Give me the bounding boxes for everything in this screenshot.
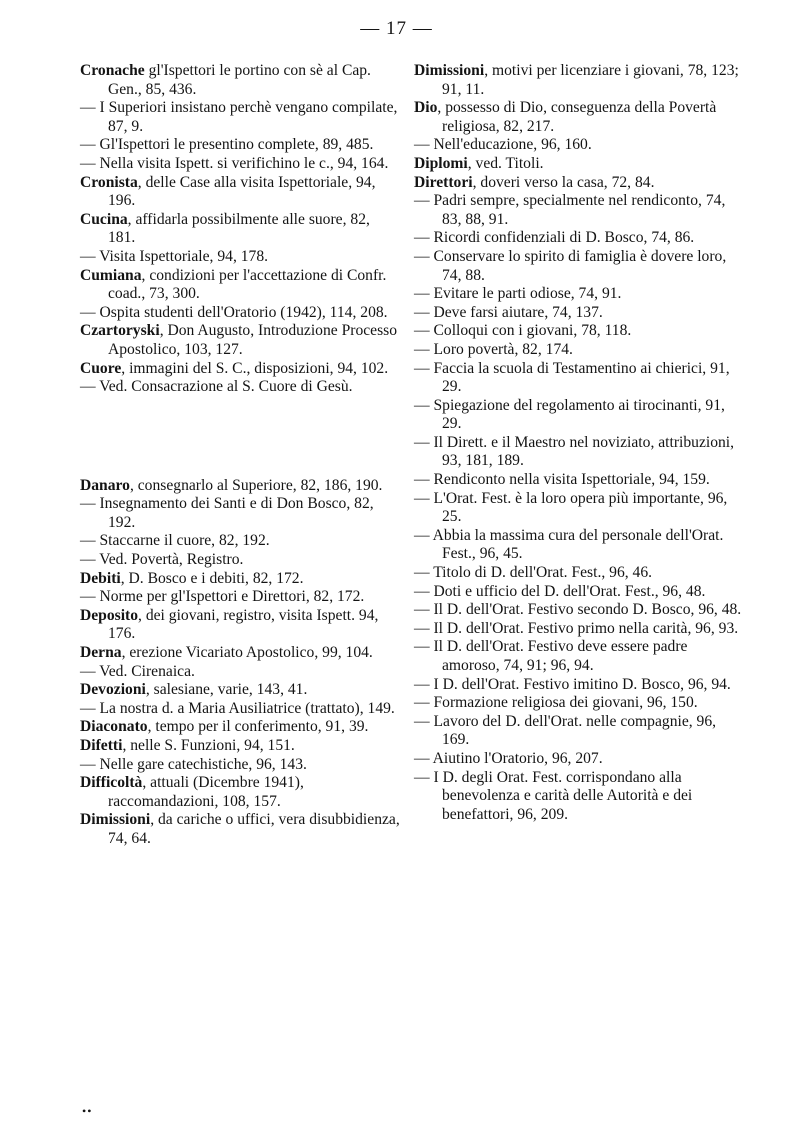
entry-text: — Loro povertà, 82, 174.: [414, 340, 573, 358]
index-entry: [80, 248, 400, 267]
index-entry: [80, 477, 400, 496]
entry-text: — Faccia la scuola di Testamentino ai chierici, 91, 29.: [414, 359, 730, 396]
index-entry: [414, 360, 742, 397]
index-entry: [414, 583, 742, 602]
entry-text: , affidarla possibilmente alle suore, 82, 181.: [108, 210, 370, 247]
entry-text: , ved. Titoli.: [467, 154, 544, 172]
index-entry: [414, 638, 742, 675]
entry-text: — Ved. Consacrazione al S. Cuore di Gesù.: [80, 378, 353, 396]
entry-text: — I D. degli Orat. Fest. corrispondano alla benevolenza e carità delle Autorità e dei benefattori, 96, 209.: [414, 768, 693, 823]
index-entry: [414, 192, 742, 229]
entry-text: — La nostra d. a Maria Ausiliatrice (trattato), 149.: [80, 699, 395, 717]
entry-text: — Lavoro del D. dell'Orat. nelle compagnie, 96, 169.: [414, 712, 717, 749]
index-entry: [80, 99, 400, 136]
entry-headword: Direttori: [414, 173, 473, 191]
entry-headword: Devozioni: [80, 681, 146, 699]
page-number: — 17 —: [360, 18, 433, 39]
index-entry: [80, 737, 400, 756]
entry-text: , dei giovani, registro, visita Ispett. 94, 176.: [108, 606, 379, 643]
entry-text: , D. Bosco e i debiti, 82, 172.: [120, 569, 304, 587]
index-entry: [414, 490, 742, 527]
entry-text: , condizioni per l'accettazione di Confr. coad., 73, 300.: [108, 266, 387, 303]
entry-text: — Colloqui con i giovani, 78, 118.: [414, 322, 632, 340]
entry-text: — Rendiconto nella visita Ispettoriale, 94, 159.: [414, 471, 710, 489]
index-entry: [414, 174, 742, 193]
entry-text: — Ospita studenti dell'Oratorio (1942), 114, 208.: [80, 303, 388, 321]
entry-text: — Formazione religiosa dei giovani, 96, 150.: [414, 694, 698, 712]
entry-headword: Dio: [414, 99, 438, 117]
index-entry: [80, 681, 400, 700]
footer-mark: ••: [82, 1104, 93, 1118]
index-entry: [80, 267, 400, 304]
index-entry: [414, 564, 742, 583]
index-entry: [80, 174, 400, 211]
entry-text: — Gl'Ispettori le presentino complete, 89, 485.: [80, 136, 374, 154]
index-entry: [80, 588, 400, 607]
entry-text: , motivi per licenziare i giovani, 78, 123; 91, 11.: [442, 62, 739, 98]
entry-text: — Deve farsi aiutare, 74, 137.: [414, 303, 603, 321]
entry-text: — Nella visita Ispett. si verifichino le c., 94, 164.: [80, 154, 389, 172]
entry-headword: Dimissioni: [414, 62, 485, 79]
entry-text: — Nelle gare catechistiche, 96, 143.: [80, 755, 307, 773]
entry-text: — L'Orat. Fest. è la loro opera più importante, 96, 25.: [414, 489, 728, 526]
entry-text: , possesso di Dio, conseguenza della Povertà religiosa, 82, 217.: [437, 99, 717, 135]
index-entry: [80, 774, 400, 811]
entry-text: — I Superiori insistano perchè vengano compilate, 87, 9.: [80, 99, 398, 135]
index-entry: [80, 570, 400, 589]
entry-headword: Danaro: [80, 476, 130, 494]
entry-headword: Cronache: [80, 62, 145, 79]
entry-text: — Ved. Povertà, Registro.: [80, 551, 244, 569]
entry-text: — Aiutino l'Oratorio, 96, 207.: [414, 749, 603, 767]
index-entry: [414, 434, 742, 471]
entry-text: — Nell'educazione, 96, 160.: [414, 136, 592, 154]
entry-text: , tempo per il conferimento, 91, 39.: [147, 718, 369, 736]
index-entry: [414, 322, 742, 341]
entry-headword: Dimissioni: [80, 811, 151, 829]
entry-text: — Il D. dell'Orat. Festivo deve essere padre amoroso, 74, 91; 96, 94.: [414, 638, 688, 674]
index-entry: [80, 663, 400, 682]
index-entry: [414, 471, 742, 490]
entry-text: — Conservare lo spirito di famiglia è dovere loro, 74, 88.: [414, 247, 727, 284]
entry-headword: Derna: [80, 644, 122, 662]
index-entry: [80, 532, 400, 551]
index-entry: [80, 211, 400, 248]
entry-text: — Insegnamento dei Santi e di Don Bosco, 82, 192.: [80, 495, 374, 531]
index-entry: [80, 644, 400, 663]
index-entry: [414, 676, 742, 695]
entry-text: — Abbia la massima cura del personale dell'Orat. Fest., 96, 45.: [414, 526, 724, 563]
entry-text: — Evitare le parti odiose, 74, 91.: [414, 285, 622, 303]
entry-headword: Cronista: [80, 173, 138, 191]
index-entry: [80, 322, 400, 359]
index-entry: [80, 811, 400, 848]
entry-text: — Il D. dell'Orat. Festivo secondo D. Bosco, 96, 48.: [414, 601, 742, 619]
entry-text: — Doti e ufficio del D. dell'Orat. Fest., 96, 48.: [414, 582, 706, 600]
entry-text: — Visita Ispettoriale, 94, 178.: [80, 247, 269, 265]
entry-text: , immagini del S. C., disposizioni, 94, 102.: [121, 359, 389, 377]
index-entry: [80, 304, 400, 323]
entry-headword: Cumiana: [80, 266, 142, 284]
right-column: [414, 62, 742, 824]
entry-text: , nelle S. Funzioni, 94, 151.: [122, 737, 295, 754]
index-entry: [80, 718, 400, 737]
entry-headword: Diplomi: [414, 154, 468, 172]
entry-headword: Difetti: [80, 737, 123, 754]
index-entry: [414, 620, 742, 639]
entry-headword: Czartoryski: [80, 322, 160, 340]
entry-text: — Ricordi confidenziali di D. Bosco, 74, 86.: [414, 229, 695, 247]
index-entry: [80, 378, 400, 397]
entry-text: , consegnarlo al Superiore, 82, 186, 190.: [129, 476, 383, 494]
index-entry: [414, 341, 742, 360]
index-entry: [414, 713, 742, 750]
index-entry: [80, 551, 400, 570]
index-entry: [80, 155, 400, 174]
entry-text: — Spiegazione del regolamento ai tirocinanti, 91, 29.: [414, 396, 725, 433]
index-entry: [414, 136, 742, 155]
index-entry: [414, 694, 742, 713]
entry-text: , Don Augusto, Introduzione Processo Apostolico, 103, 127.: [108, 322, 398, 358]
index-entry: [80, 700, 400, 719]
entry-text: — Titolo di D. dell'Orat. Fest., 96, 46.: [414, 564, 653, 582]
entry-text: , salesiane, varie, 143, 41.: [145, 681, 308, 699]
entry-text: , erezione Vicariato Apostolico, 99, 104.: [121, 644, 373, 662]
index-entry: [414, 397, 742, 434]
index-entry: [414, 601, 742, 620]
index-entry: [414, 248, 742, 285]
index-entry: [414, 750, 742, 769]
entry-text: — Il Dirett. e il Maestro nel noviziato, attribuzioni, 93, 181, 189.: [414, 433, 735, 470]
index-entry: [80, 495, 400, 532]
entry-headword: Diaconato: [80, 718, 148, 736]
index-entry: [414, 304, 742, 323]
entry-text: , da cariche o uffici, vera disubbidienza, 74, 64.: [108, 811, 400, 847]
entry-headword: Debiti: [80, 569, 121, 587]
index-entry: [414, 229, 742, 248]
entry-text: gl'Ispettori le portino con sè al Cap. Gen., 85, 436.: [108, 62, 371, 98]
index-entry: [80, 136, 400, 155]
entry-text: , attuali (Dicembre 1941), raccomandazioni, 108, 157.: [108, 774, 304, 810]
entry-headword: Cuore: [80, 359, 122, 377]
index-entry: [414, 99, 742, 136]
index-entry: [414, 62, 742, 99]
index-entry: [80, 756, 400, 775]
entry-text: — I D. dell'Orat. Festivo imitino D. Bosco, 96, 94.: [414, 675, 731, 693]
letter-section-gap: [80, 397, 400, 477]
entry-text: — Ved. Cirenaica.: [80, 662, 195, 680]
index-entry: [414, 527, 742, 564]
entry-headword: Difficoltà: [80, 774, 143, 792]
index-entry: [80, 62, 400, 99]
entry-text: — Padri sempre, specialmente nel rendiconto, 74, 83, 88, 91.: [414, 192, 726, 228]
entry-headword: Cucina: [80, 210, 128, 228]
entry-text: , doveri verso la casa, 72, 84.: [472, 173, 655, 191]
entry-text: — Staccarne il cuore, 82, 192.: [80, 532, 270, 550]
entry-text: — Il D. dell'Orat. Festivo primo nella carità, 96, 93.: [414, 619, 739, 637]
index-entry: [414, 285, 742, 304]
left-column: [80, 62, 400, 849]
index-entry: [80, 360, 400, 379]
entry-headword: Deposito: [80, 606, 139, 624]
entry-text: , delle Case alla visita Ispettoriale, 94, 196.: [108, 173, 376, 210]
index-entry: [414, 769, 742, 825]
index-entry: [414, 155, 742, 174]
index-entry: [80, 607, 400, 644]
entry-text: — Norme per gl'Ispettori e Direttori, 82, 172.: [80, 588, 365, 606]
